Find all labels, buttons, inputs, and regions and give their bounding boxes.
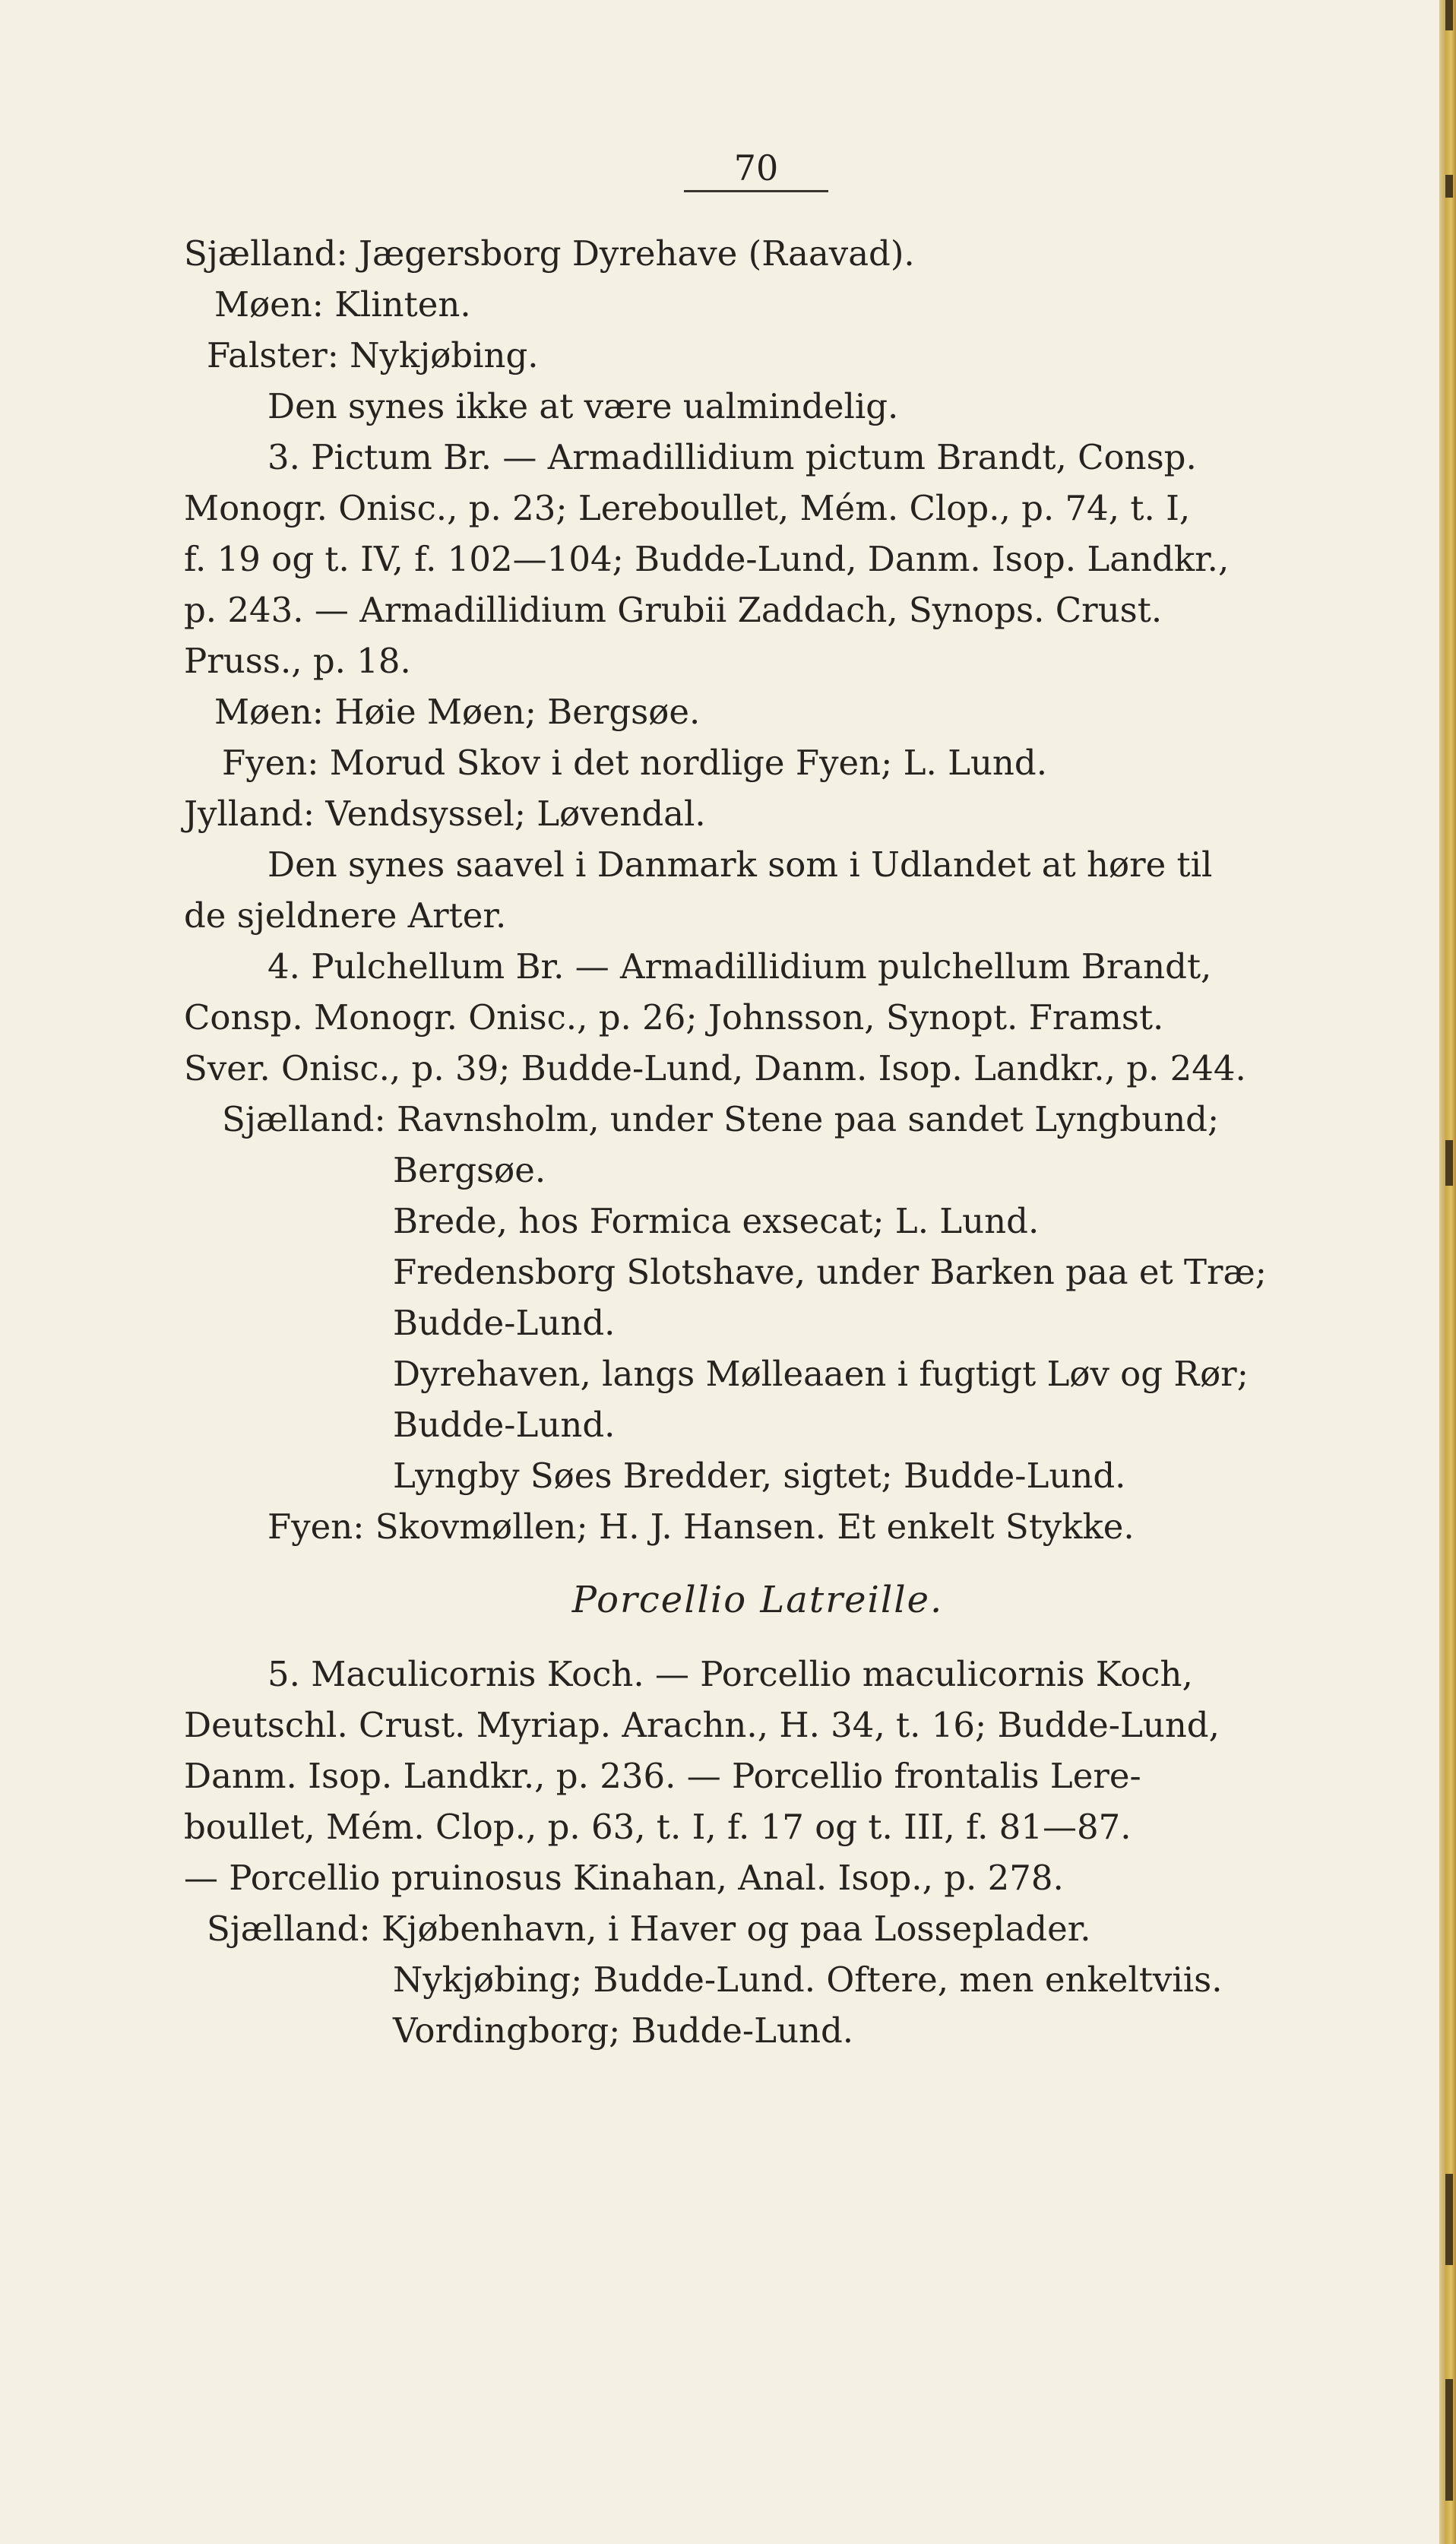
- page-edge: [1439, 0, 1456, 2544]
- text-body: [184, 228, 1331, 2056]
- text-line: Budde-Lund.: [393, 1405, 616, 1445]
- text-line: Falster: Nykjøbing.: [207, 335, 539, 375]
- text-line: p. 243. — Armadillidium Grubii Zaddach, Synops. Crust.: [184, 590, 1163, 630]
- text-line: Bergsøe.: [393, 1150, 546, 1190]
- text-line: Sjælland: Ravnsholm, under Stene paa sandet Lyngbund;: [222, 1099, 1220, 1139]
- text-line: Lyngby Søes Bredder, sigtet; Budde-Lund.: [393, 1456, 1126, 1496]
- text-line: Nykjøbing; Budde-Lund. Oftere, men enkeltviis.: [393, 1959, 1223, 2000]
- text-line: Den synes ikke at være ualmindelig.: [267, 386, 899, 426]
- text-line: f. 19 og t. IV, f. 102—104; Budde-Lund, Danm. Isop. Landkr.,: [184, 539, 1230, 579]
- text-line: Monogr. Onisc., p. 23; Lereboullet, Mém. Clop., p. 74, t. I,: [184, 488, 1191, 528]
- text-line: boullet, Mém. Clop., p. 63, t. I, f. 17 og t. III, f. 81—87.: [184, 1807, 1132, 1847]
- text-line: Danm. Isop. Landkr., p. 236. — Porcellio frontalis Lere-: [184, 1756, 1141, 1796]
- text-line: Consp. Monogr. Onisc., p. 26; Johnsson, Synopt. Framst.: [184, 997, 1164, 1038]
- text-line: Sjælland: Jægersborg Dyrehave (Raavad).: [184, 233, 915, 274]
- text-line: 5. Maculicornis Koch. — Porcellio maculicornis Koch,: [267, 1654, 1193, 1694]
- species-entries-armadillidium: [184, 228, 1331, 1552]
- text-line: Budde-Lund.: [393, 1303, 616, 1343]
- text-line: Møen: Høie Møen; Bergsøe.: [214, 692, 701, 732]
- text-line: Sjælland: Kjøbenhavn, i Haver og paa Losseplader.: [207, 1909, 1091, 1949]
- text-line: 4. Pulchellum Br. — Armadillidium pulchellum Brandt,: [267, 946, 1212, 987]
- text-line: 3. Pictum Br. — Armadillidium pictum Brandt, Consp.: [267, 437, 1197, 477]
- species-entries-porcellio: [184, 1649, 1331, 2056]
- genus-heading: Porcellio Latreille.: [571, 1579, 944, 1621]
- text-line: Deutschl. Crust. Myriap. Arachn., H. 34, t. 16; Budde-Lund,: [184, 1705, 1220, 1745]
- text-line: Fredensborg Slotshave, under Barken paa et Træ;: [393, 1252, 1267, 1292]
- text-line: Dyrehaven, langs Mølleaaen i fugtigt Løv og Rør;: [393, 1354, 1249, 1394]
- text-line: Fyen: Morud Skov i det nordlige Fyen; L. Lund.: [222, 743, 1048, 783]
- text-line: de sjeldnere Arter.: [184, 895, 507, 936]
- text-line: Fyen: Skovmøllen; H. J. Hansen. Et enkelt Stykke.: [267, 1506, 1135, 1547]
- text-line: Jylland: Vendsyssel; Løvendal.: [184, 794, 706, 834]
- text-line: Den synes saavel i Danmark som i Udlandet at høre til: [267, 844, 1213, 885]
- text-line: Møen: Klinten.: [214, 284, 471, 325]
- page-number: 70: [684, 150, 828, 192]
- text-line: Pruss., p. 18.: [184, 641, 411, 681]
- text-line: Brede, hos Formica exsecat; L. Lund.: [393, 1201, 1040, 1241]
- text-line: Sver. Onisc., p. 39; Budde-Lund, Danm. Isop. Landkr., p. 244.: [184, 1048, 1246, 1088]
- text-line: — Porcellio pruinosus Kinahan, Anal. Isop., p. 278.: [184, 1858, 1064, 1898]
- text-line: Vordingborg; Budde-Lund.: [393, 2010, 854, 2051]
